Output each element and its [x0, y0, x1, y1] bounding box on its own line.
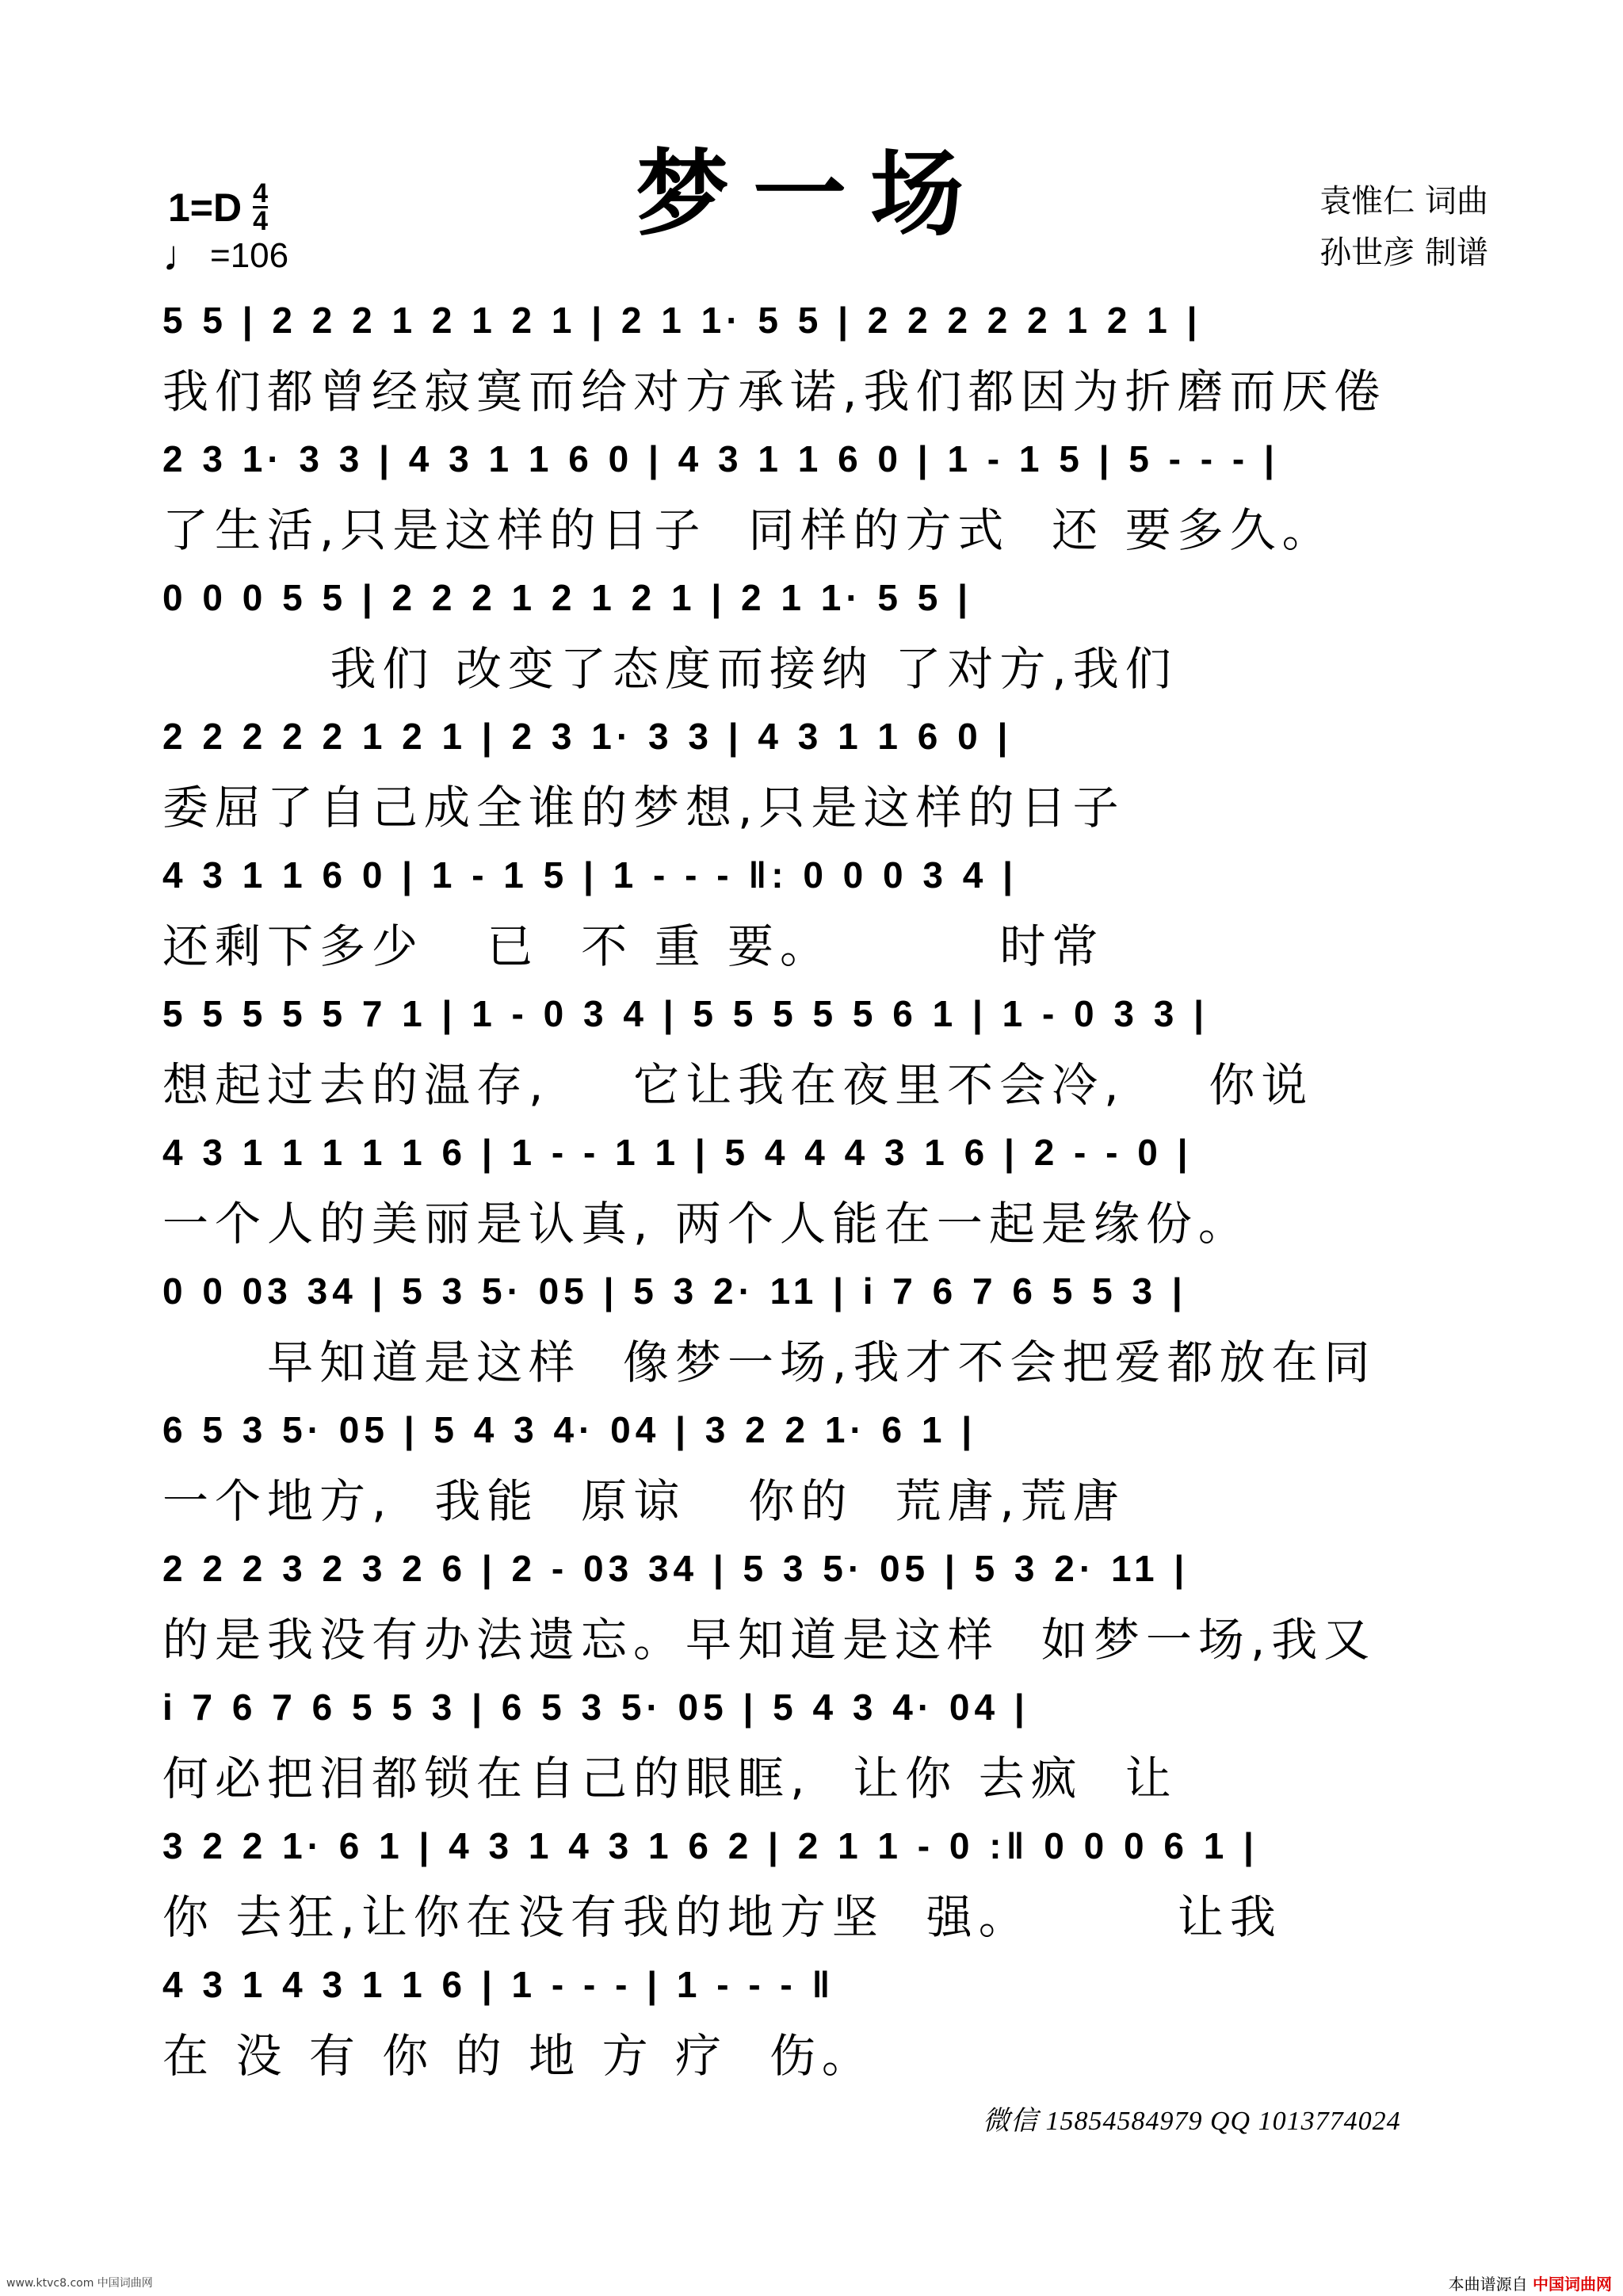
- lyrics-line: 一个人的美丽是认真, 两个人能在一起是缘份。: [162, 1197, 1251, 1251]
- lyrics-line: 了生活,只是这样的日子 同样的方式 还 要多久。: [162, 503, 1335, 557]
- footer-source: [1449, 2271, 1612, 2294]
- score-system-10: [162, 1530, 1482, 1669]
- score-system-8: [162, 1252, 1482, 1392]
- footer-source-site: 中国词曲网: [1533, 2275, 1612, 2294]
- key-signature: [168, 178, 269, 236]
- tempo-value: =106: [210, 236, 289, 275]
- score-system-1: [162, 281, 1482, 421]
- lyrics-line: 你 去狂,让你在没有我的地方坚 强。 让我: [162, 1890, 1282, 1944]
- lyrics-line: 在 没 有 你 的 地 方 疗 伤。: [162, 2029, 874, 2083]
- notation-line: 0 0 0 5 5 | 2 2 2 1 2 1 2 1 | 2 1 1· 5 5 |: [162, 577, 973, 618]
- lyrics-line: 的是我没有办法遗忘。早知道是这样 如梦一场,我又: [162, 1613, 1377, 1667]
- notation-line: 6 5 3 5· 05 | 5 4 3 4· 04 | 3 2 2 1· 6 1 |: [162, 1409, 977, 1450]
- contact-info: 微信 15854584979 QQ 1013774024: [983, 2107, 1401, 2136]
- time-bottom: 4: [253, 206, 269, 236]
- key-label: 1=D: [168, 185, 242, 230]
- notation-line: i 7 6 7 6 5 5 3 | 6 5 3 5· 05 | 5 4 3 4· 04 |: [162, 1687, 1029, 1728]
- quarter-note-icon: ♩: [162, 232, 205, 280]
- notation-line: 2 2 2 2 2 1 2 1 | 2 3 1· 3 3 | 4 3 1 1 6 0 |: [162, 716, 1013, 757]
- notation-line: 5 5 5 5 5 7 1 | 1 - 0 3 4 | 5 5 5 5 5 6 1 | 1 - 0 3 3 |: [162, 993, 1209, 1034]
- score-system-3: [162, 559, 1482, 698]
- footer-watermark: www.ktvc8.com 中国词曲网: [6, 2277, 153, 2290]
- notation-line: 4 3 1 4 3 1 1 6 | 1 - - - | 1 - - - ‖: [162, 1964, 835, 2005]
- notation-line: 0 0 03 34 | 5 3 5· 05 | 5 3 2· 11 | i 7 6 7 6 5 5 3 |: [162, 1270, 1187, 1312]
- song-title: 梦一场: [635, 139, 987, 249]
- time-signature: [253, 178, 269, 236]
- notation-line: 5 5 | 2 2 2 1 2 1 2 1 | 2 1 1· 5 5 | 2 2 2 2 2 1 2 1 |: [162, 300, 1202, 341]
- lyrics-line: 早知道是这样 像梦一场,我才不会把爱都放在同: [162, 1335, 1377, 1389]
- notation-line: 4 3 1 1 1 1 1 6 | 1 - - 1 1 | 5 4 4 4 3 1 6 | 2 - - 0 |: [162, 1132, 1193, 1173]
- notation-line: 4 3 1 1 6 0 | 1 - 1 5 | 1 - - - ‖: 0 0 0 3 4 |: [162, 854, 1018, 896]
- footer-source-prefix: 本曲谱源自: [1448, 2275, 1528, 2294]
- lyrics-line: 一个地方, 我能 原谅 你的 荒唐,荒唐: [162, 1474, 1125, 1528]
- lyrics-line: 我们 改变了态度而接纳 了对方,我们: [162, 642, 1178, 696]
- notation-line: 2 2 2 3 2 3 2 6 | 2 - 03 34 | 5 3 5· 05 | 5 3 2· 11 |: [162, 1548, 1190, 1589]
- score-system-5: [162, 836, 1482, 976]
- score-system-9: [162, 1391, 1482, 1530]
- lyricist-composer: 袁惟仁 词曲: [1319, 183, 1488, 220]
- lyrics-line: 想起过去的温存, 它让我在夜里不会冷, 你说: [162, 1058, 1314, 1112]
- score-system-7: [162, 1114, 1482, 1253]
- notation-line: 2 3 1· 3 3 | 4 3 1 1 6 0 | 4 3 1 1 6 0 | 1 - 1 5 | 5 - - - |: [162, 438, 1279, 479]
- lyrics-line: 何必把泪都锁在自己的眼眶, 让你 去疯 让: [162, 1752, 1178, 1805]
- lyrics-line: 我们都曾经寂寞而给对方承诺,我们都因为折磨而厌倦: [162, 365, 1387, 418]
- score-system-11: [162, 1668, 1482, 1808]
- time-top: 4: [253, 178, 269, 208]
- score-system-12: [162, 1807, 1482, 1946]
- arranger: 孙世彦 制谱: [1319, 235, 1488, 271]
- notation-line: 3 2 2 1· 6 1 | 4 3 1 4 3 1 6 2 | 2 1 1 - 0 :‖ 0 0 0 6 1 |: [162, 1825, 1258, 1866]
- score-system-2: [162, 420, 1482, 560]
- lyrics-line: 委屈了自己成全谁的梦想,只是这样的日子: [162, 781, 1125, 835]
- score-system-4: [162, 697, 1482, 837]
- tempo-marking: [162, 231, 288, 281]
- score-system-13: [162, 1946, 1482, 2085]
- score-system-6: [162, 975, 1482, 1114]
- lyrics-line: 还剩下多少 已 不 重 要。 时常: [162, 919, 1105, 973]
